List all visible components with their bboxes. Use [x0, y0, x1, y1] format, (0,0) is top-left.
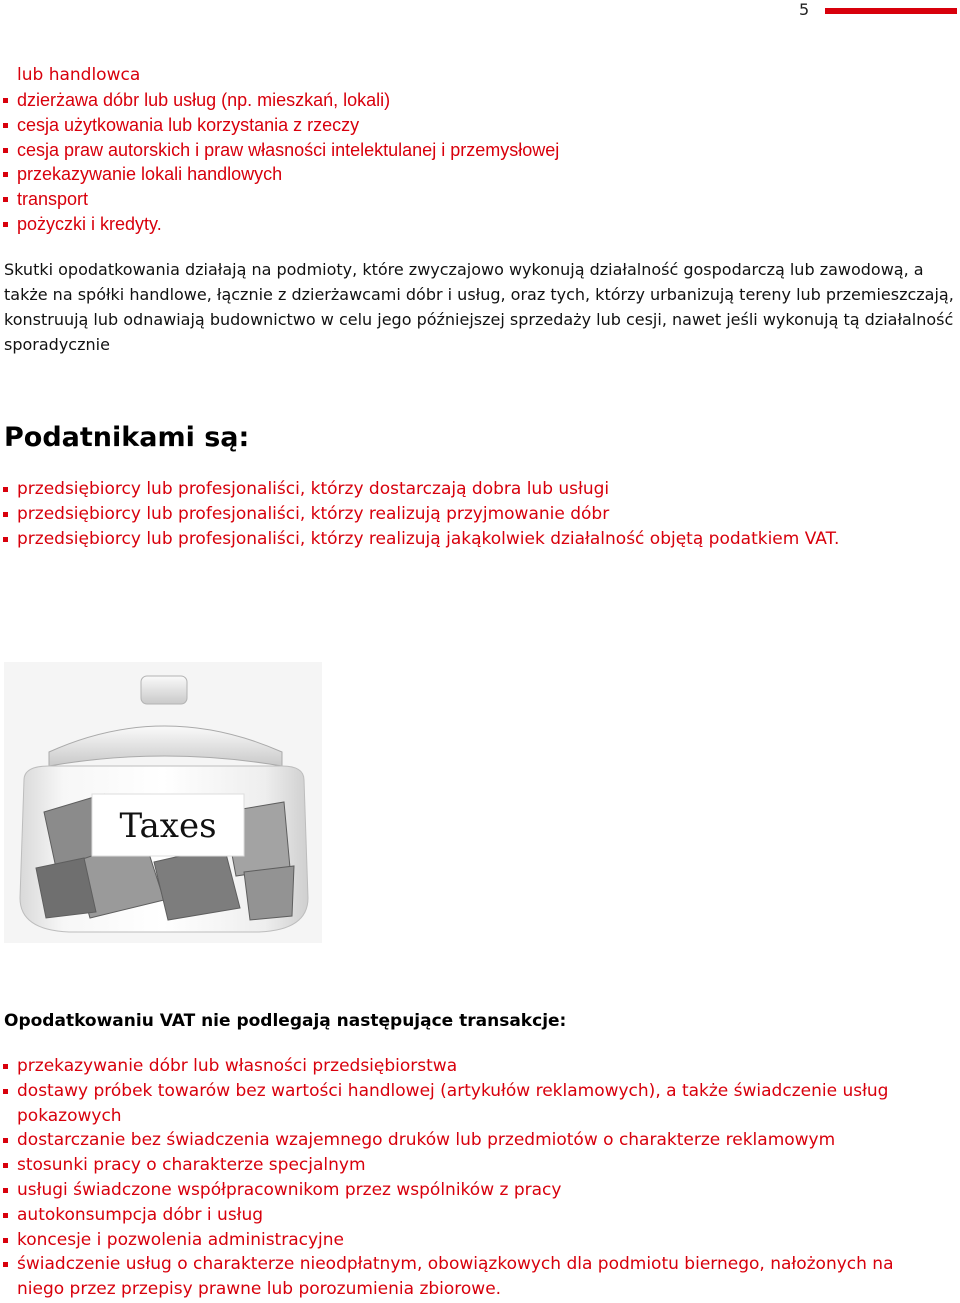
list-item — [0, 1228, 917, 1253]
list-item — [0, 477, 839, 502]
list-item-text: pożyczki i kredyty. — [17, 213, 162, 234]
tax-jar-image — [4, 662, 322, 943]
bullet-icon — [3, 197, 8, 202]
list-item — [0, 502, 839, 527]
bullet-icon — [3, 98, 8, 103]
section-subheading: Opodatkowaniu VAT nie podlegają następujące transakcje: — [4, 1011, 567, 1031]
jar-label-text: Taxes — [119, 806, 217, 846]
bullet-icon — [3, 537, 8, 542]
list-item — [0, 88, 559, 113]
bullet-icon — [3, 1163, 8, 1168]
page-number: 5 — [799, 0, 810, 19]
list-item-text: przekazywanie lokali handlowych — [17, 164, 283, 185]
page-accent-bar — [825, 8, 957, 14]
bullet-icon — [3, 123, 8, 128]
list-item — [0, 1252, 917, 1302]
list-item — [0, 1079, 917, 1129]
list-item — [0, 527, 839, 552]
list-item — [0, 187, 559, 212]
list-item-text: dostawy próbek towarów bez wartości handlowej (artykułów reklamowych), a także świadczenie usług pokazowych — [17, 1080, 889, 1126]
bullet-icon — [3, 1188, 8, 1193]
list-item-text: przedsiębiorcy lub profesjonaliści, którzy realizują przyjmowanie dóbr — [17, 503, 610, 524]
list-item-text: stosunki pracy o charakterze specjalnym — [17, 1155, 366, 1176]
list-item-text: przedsiębiorcy lub profesjonaliści, którzy dostarczają dobra lub usługi — [17, 479, 610, 499]
bullet-icon — [3, 1262, 8, 1267]
bullet-icon — [3, 512, 8, 517]
list-item — [0, 1203, 917, 1228]
section-heading: Podatnikami są: — [4, 422, 250, 453]
body-paragraph: Skutki opodatkowania działają na podmioty, które zwyczajowo wykonują działalność gospodarczą lub zawodową, a także na spółki handlowe, łącznie z dzierżawcami dóbr i usług, oraz tych, którzy urbanizują tereny lub przemieszczają, konstruują lub odnawiają budownictwo w celu jego późniejszej sprzedaży lub cesji, nawet jeśli wykonują tą działalność sporadycznie — [4, 260, 954, 354]
list-item — [0, 1178, 917, 1203]
bullet-icon — [3, 487, 8, 492]
list-item — [0, 1054, 917, 1079]
list-item — [0, 212, 559, 237]
bullet-icon — [3, 172, 8, 177]
list-item-text: dzierżawa dóbr lub usług (np. mieszkań, lokali) — [17, 90, 391, 110]
list-item — [0, 138, 559, 163]
list-item-text: przekazywanie dóbr lub własności przedsiębiorstwa — [17, 1056, 458, 1076]
bullet-icon — [3, 222, 8, 227]
list-lead-text: lub handlowca — [17, 65, 141, 85]
bullet-icon — [3, 1138, 8, 1143]
bullet-icon — [3, 1064, 8, 1069]
list-item — [0, 162, 559, 187]
bullet-icon — [3, 1089, 8, 1094]
intro-list — [0, 88, 559, 237]
taxpayers-list — [0, 477, 839, 551]
list-item-text: transport — [17, 189, 89, 210]
bullet-icon — [3, 148, 8, 153]
list-item-text: autokonsumpcja dóbr i usług — [17, 1204, 264, 1225]
list-item-text: świadczenie usług o charakterze nieodpłatnym, obowiązkowych dla podmiotu biernego, nałożonych na niego przez przepisy prawne lub porozumienia zbiorowe. — [17, 1254, 894, 1300]
list-item-text: przedsiębiorcy lub profesjonaliści, którzy realizują jakąkolwiek działalność objętą podatkiem VAT. — [17, 528, 840, 549]
list-item-text: cesja użytkowania lub korzystania z rzeczy — [17, 114, 360, 135]
bullet-icon — [3, 1213, 8, 1218]
list-item-text: koncesje i pozwolenia administracyjne — [17, 1229, 344, 1250]
list-item-text: dostarczanie bez świadczenia wzajemnego druków lub przedmiotów o charakterze reklamowym — [17, 1130, 836, 1151]
exempt-list — [0, 1054, 917, 1302]
list-item — [0, 113, 559, 138]
list-item-text: cesja praw autorskich i praw własności intelektulanej i przemysłowej — [17, 139, 560, 160]
list-item-text: usługi świadczone współpracownikom przez wspólników z pracy — [17, 1179, 562, 1200]
list-item — [0, 1153, 917, 1178]
bullet-icon — [3, 1238, 8, 1243]
list-item — [0, 1128, 917, 1153]
